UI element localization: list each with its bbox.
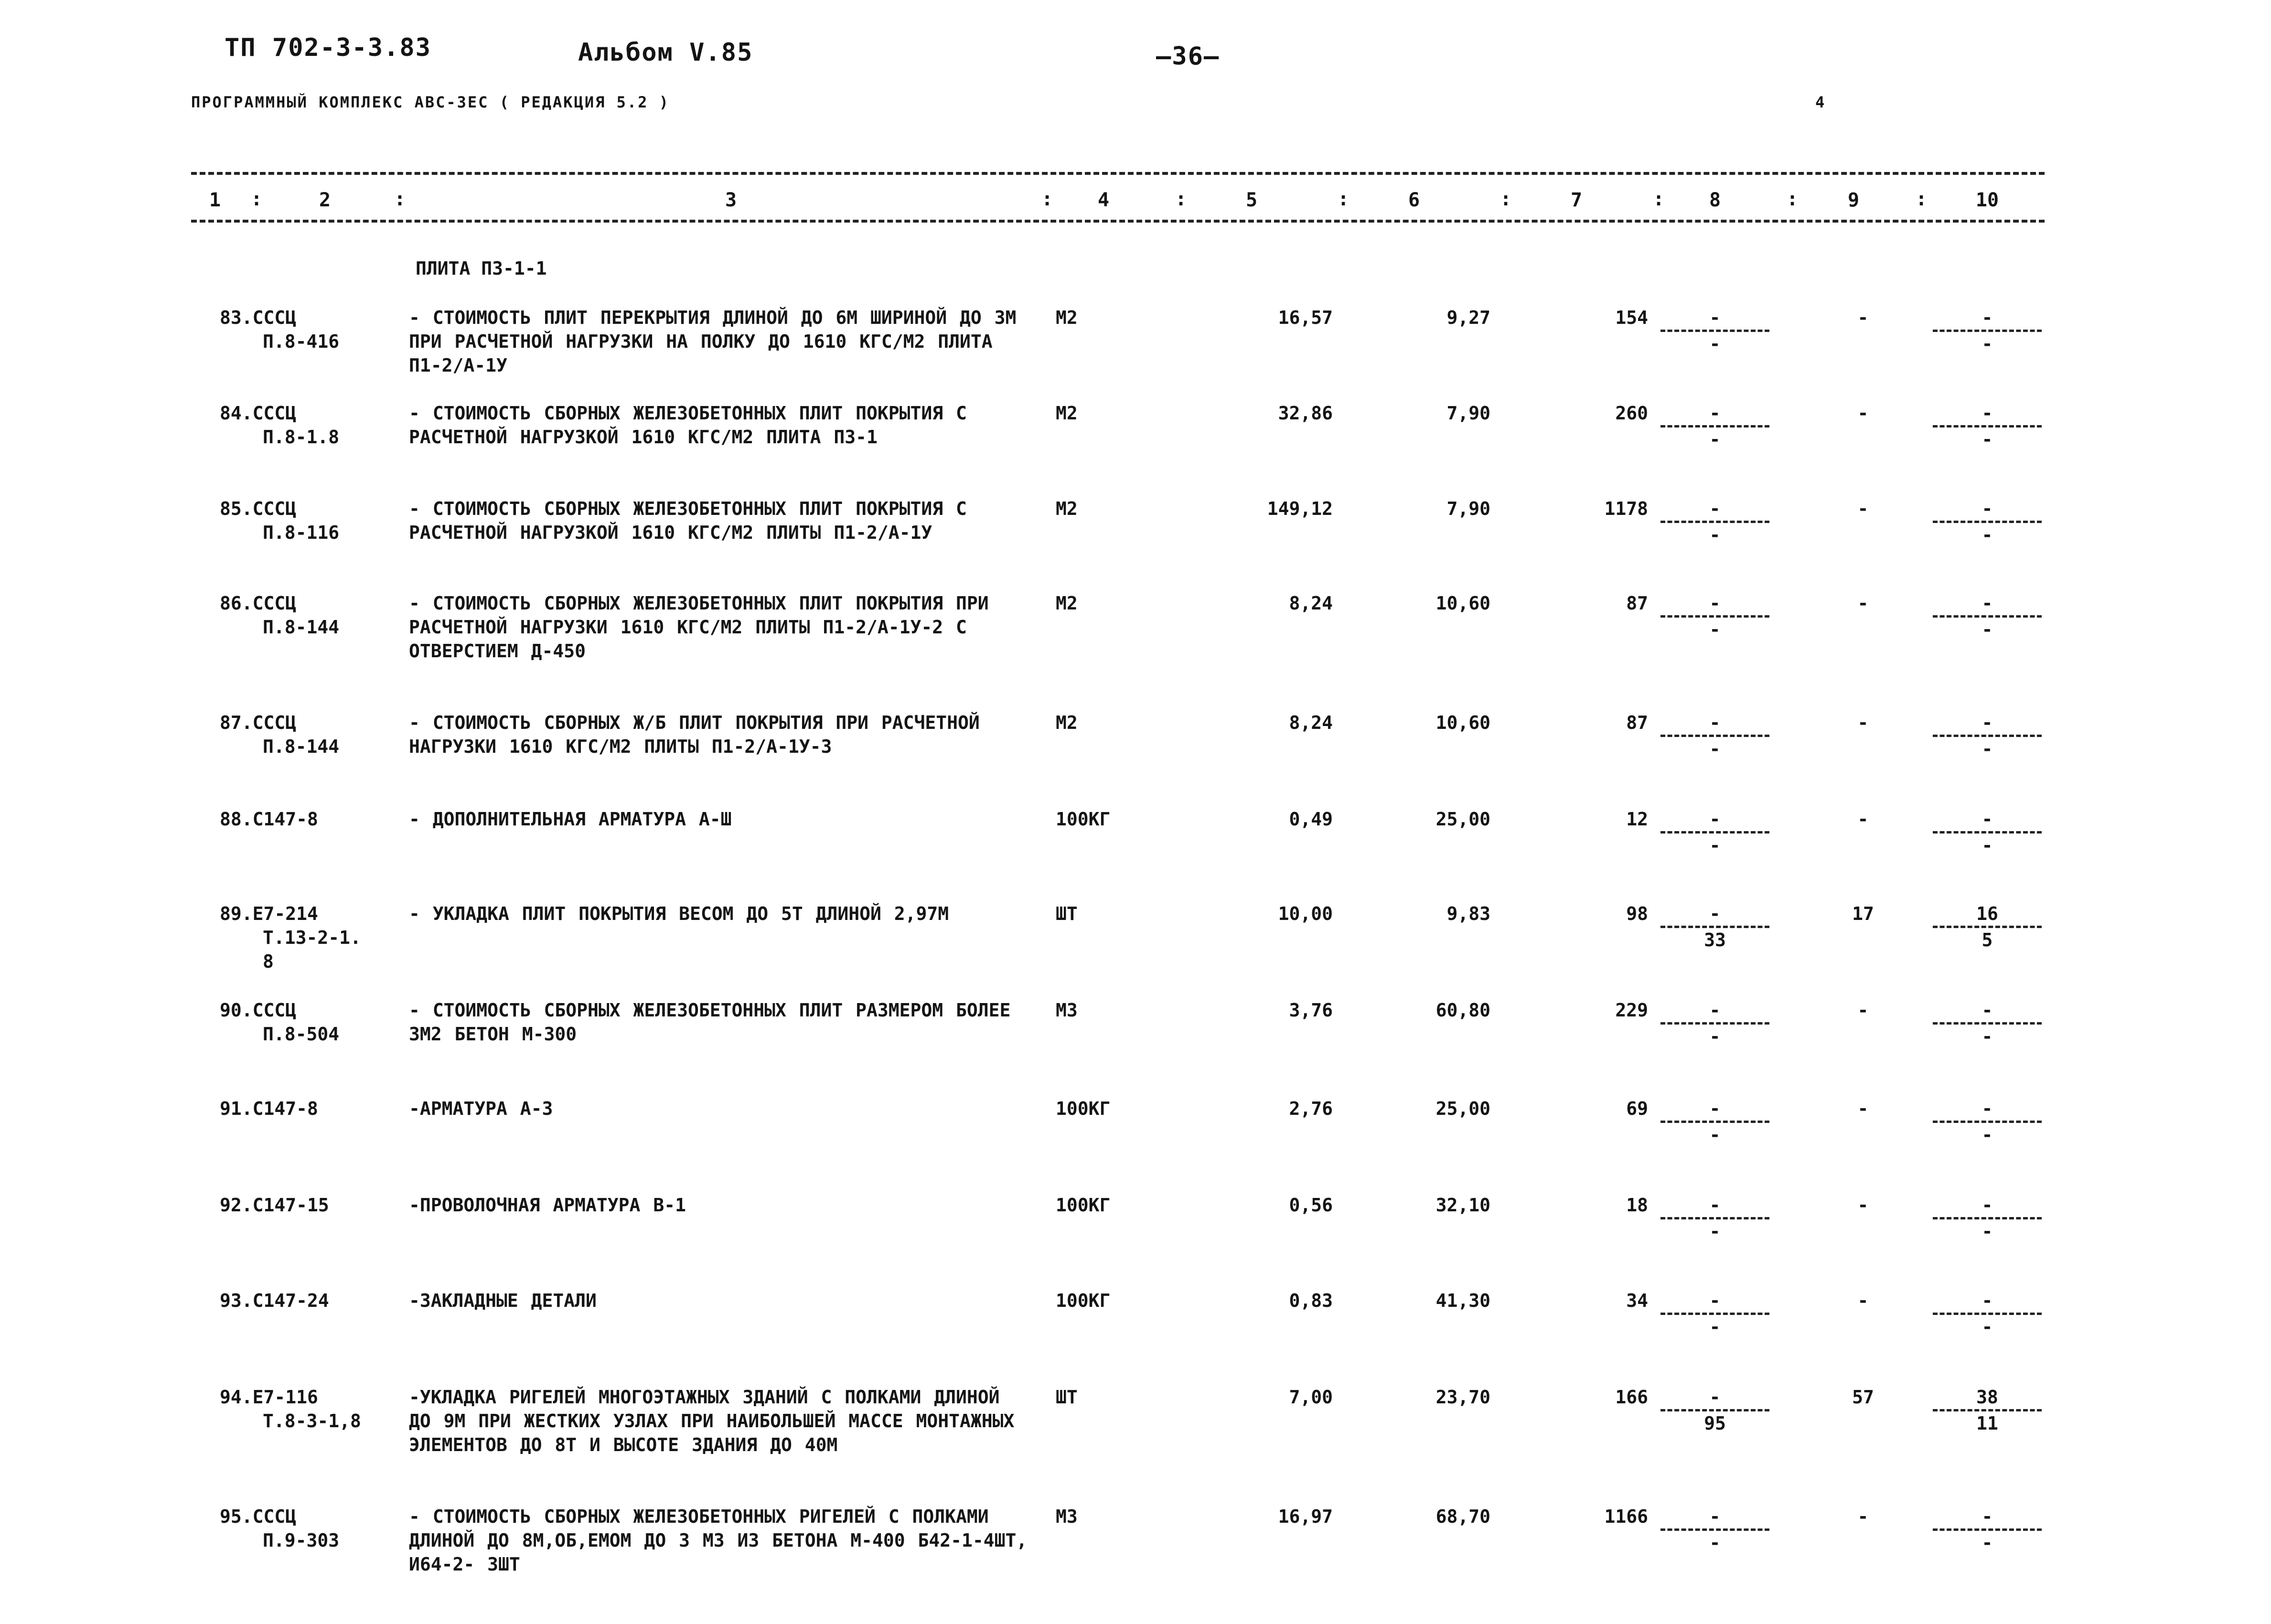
column-10-fraction [1930, 497, 2045, 547]
column-8-fraction [1658, 401, 1772, 451]
section-title: ПЛИТА П3-1-1 [416, 258, 547, 279]
column-8-fraction [1658, 306, 1772, 356]
unit-price-value: 9,83 [1446, 903, 1490, 924]
column-10-top: - [1982, 498, 1993, 519]
position-code [220, 497, 339, 545]
column-8-bottom: - [1709, 835, 1721, 856]
column-8-bottom: - [1709, 619, 1721, 640]
column-10-top: - [1982, 1506, 1993, 1527]
unit-of-measure: 100КГ [1056, 1098, 1111, 1119]
column-10-top: - [1982, 1098, 1993, 1119]
column-10-bottom: - [1982, 835, 1993, 856]
column-8-bottom: - [1709, 429, 1721, 450]
column-8-top: - [1709, 307, 1721, 328]
position-code [220, 591, 339, 639]
unit-of-measure: М2 [1056, 307, 1078, 328]
column-8-top: - [1709, 712, 1721, 733]
column-separator: : [1653, 188, 1665, 210]
price-reference: Т.8-3-1,8 [263, 1410, 361, 1432]
column-10-bottom: - [1982, 429, 1993, 450]
document-code: ТП 702-3-3.83 [225, 33, 431, 62]
position-code [220, 902, 361, 973]
column-9-value: - [1857, 593, 1869, 614]
quantity-value: 8,24 [1289, 712, 1333, 733]
column-9-value: - [1857, 1000, 1869, 1021]
quantity-value: 149,12 [1267, 498, 1333, 519]
column-8-top: - [1709, 1000, 1721, 1021]
column-8-top: - [1709, 1387, 1721, 1408]
column-10-bottom: - [1982, 333, 1993, 354]
album-label: Альбом V.85 [578, 38, 753, 67]
quantity-value: 16,97 [1278, 1506, 1333, 1527]
column-8-bottom: 33 [1704, 930, 1726, 951]
total-cost-value: 166 [1615, 1387, 1648, 1408]
unit-of-measure: ШТ [1056, 903, 1078, 924]
work-description: - СТОИМОСТЬ ПЛИТ ПЕРЕКРЫТИЯ ДЛИНОЙ ДО 6М ШИРИНОЙ ДО 3М ПРИ РАСЧЕТНОЙ НАГРУЗКИ НА ПОЛКУ ДО 1610 КГС/М2 ПЛИТА П1-2/А-1У [409, 307, 1017, 376]
column-10-fraction [1930, 1385, 2045, 1435]
column-10-fraction [1930, 998, 2045, 1048]
total-cost-value: 87 [1626, 712, 1648, 733]
column-9-value: - [1857, 1290, 1869, 1311]
position-code [220, 711, 339, 759]
column-8-bottom: - [1709, 333, 1721, 354]
column-3-header: 3 [725, 189, 737, 211]
column-10-fraction [1930, 711, 2045, 761]
column-8-top: - [1709, 593, 1721, 614]
unit-price-value: 60,80 [1435, 1000, 1490, 1021]
column-8-top: - [1709, 903, 1721, 924]
column-10-top: - [1982, 712, 1993, 733]
position-number: 85.СССЦ [220, 498, 297, 519]
unit-of-measure: М2 [1056, 593, 1078, 614]
column-10-fraction [1930, 1097, 2045, 1147]
work-description: - СТОИМОСТЬ СБОРНЫХ ЖЕЛЕЗОБЕТОННЫХ РИГЕЛЕЙ С ПОЛКАМИ ДЛИНОЙ ДО 8М,ОБ,ЕМОМ ДО 3 М3 ИЗ БЕТОНА М-400 Б42-1-4ШТ, И64-2- 3ШТ [409, 1506, 1028, 1575]
unit-of-measure: М3 [1056, 1000, 1078, 1021]
column-2-header: 2 [319, 189, 331, 211]
quantity-value: 8,24 [1289, 593, 1333, 614]
column-8-fraction [1658, 1385, 1772, 1435]
quantity-value: 0,83 [1289, 1290, 1333, 1311]
price-reference: П.8-504 [263, 1024, 340, 1045]
position-code [220, 306, 339, 353]
column-5-header: 5 [1245, 189, 1258, 211]
column-10-bottom: - [1982, 1221, 1993, 1242]
price-reference: П.9-303 [263, 1530, 340, 1551]
position-code [220, 998, 339, 1046]
total-cost-value: 1166 [1604, 1506, 1648, 1527]
unit-of-measure: М2 [1056, 403, 1078, 424]
column-9-value: 57 [1852, 1387, 1874, 1408]
column-10-top: - [1982, 1195, 1993, 1216]
price-reference: П.8-116 [263, 522, 340, 543]
quantity-value: 0,56 [1289, 1195, 1333, 1216]
work-description: - СТОИМОСТЬ СБОРНЫХ ЖЕЛЕЗОБЕТОННЫХ ПЛИТ ПОКРЫТИЯ ПРИ РАСЧЕТНОЙ НАГРУЗКИ 1610 КГС/М2 ПЛИТЫ П1-2/А-1У-2 С ОТВЕРСТИЕМ Д-450 [409, 593, 989, 662]
column-8-bottom: 95 [1704, 1413, 1726, 1434]
work-description: -УКЛАДКА РИГЕЛЕЙ МНОГОЭТАЖНЫХ ЗДАНИЙ С ПОЛКАМИ ДЛИНОЙ ДО 9М ПРИ ЖЕСТКИХ УЗЛАХ ПРИ НАИБОЛЬШЕЙ МАССЕ МОНТАЖНЫХ ЭЛЕМЕНТОВ ДО 8Т И ВЫСОТЕ ЗДАНИЯ ДО 40М [409, 1387, 1015, 1455]
column-8-bottom: - [1709, 738, 1721, 759]
column-8-bottom: - [1709, 1026, 1721, 1047]
price-reference: П.8-144 [263, 736, 340, 757]
quantity-value: 0,49 [1289, 809, 1333, 830]
column-10-bottom: - [1982, 738, 1993, 759]
column-8-fraction [1658, 711, 1772, 761]
column-8-fraction [1658, 998, 1772, 1048]
page-number: —36— [1156, 42, 1220, 71]
total-cost-value: 69 [1626, 1098, 1648, 1119]
unit-price-value: 10,60 [1435, 712, 1490, 733]
column-separator: : [1338, 188, 1350, 210]
total-cost-value: 98 [1626, 903, 1648, 924]
column-8-fraction [1658, 807, 1772, 857]
column-10-top: 16 [1976, 903, 1998, 924]
work-description: - СТОИМОСТЬ СБОРНЫХ Ж/Б ПЛИТ ПОКРЫТИЯ ПРИ РАСЧЕТНОЙ НАГРУЗКИ 1610 КГС/М2 ПЛИТЫ П1-2/А-1У-3 [409, 712, 980, 757]
unit-price-value: 7,90 [1446, 498, 1490, 519]
position-number: 88.С147-8 [220, 809, 318, 830]
position-number: 90.СССЦ [220, 1000, 297, 1021]
column-10-bottom: - [1982, 524, 1993, 545]
unit-price-value: 7,90 [1446, 403, 1490, 424]
work-description: - УКЛАДКА ПЛИТ ПОКРЫТИЯ ВЕСОМ ДО 5Т ДЛИНОЙ 2,97М [409, 903, 949, 924]
unit-price-value: 23,70 [1435, 1387, 1490, 1408]
position-code [220, 1385, 361, 1433]
position-number: 91.С147-8 [220, 1098, 318, 1119]
quantity-value: 10,00 [1278, 903, 1333, 924]
column-8-bottom: - [1709, 524, 1721, 545]
price-reference-cont: 8 [263, 951, 274, 972]
unit-of-measure: 100КГ [1056, 1290, 1111, 1311]
work-description: - СТОИМОСТЬ СБОРНЫХ ЖЕЛЕЗОБЕТОННЫХ ПЛИТ РАЗМЕРОМ БОЛЕЕ 3М2 БЕТОН М-300 [409, 1000, 1011, 1045]
column-10-header: 10 [1975, 189, 1999, 211]
column-separator: : [1787, 188, 1799, 210]
program-line: ПРОГРАММНЫЙ КОМПЛЕКС АВС-3ЕС ( РЕДАКЦИЯ 5.2 ) [191, 93, 670, 111]
column-10-bottom: - [1982, 1532, 1993, 1553]
position-code [220, 1193, 329, 1217]
column-separator: : [251, 188, 263, 210]
column-1-header: 1 [209, 189, 221, 211]
unit-price-value: 25,00 [1435, 1098, 1490, 1119]
position-number: 83.СССЦ [220, 307, 297, 328]
unit-of-measure: 100КГ [1056, 1195, 1111, 1216]
position-code [220, 1505, 339, 1552]
price-reference: П.8-144 [263, 617, 340, 638]
column-8-fraction [1658, 1097, 1772, 1147]
column-8-bottom: - [1709, 1124, 1721, 1145]
unit-price-value: 41,30 [1435, 1290, 1490, 1311]
column-8-bottom: - [1709, 1532, 1721, 1553]
quantity-value: 3,76 [1289, 1000, 1333, 1021]
corner-number: 4 [1815, 93, 1826, 111]
position-code [220, 807, 318, 831]
price-reference: Т.13-2-1. [263, 927, 361, 948]
column-9-value: - [1857, 307, 1869, 328]
unit-of-measure: 100КГ [1056, 809, 1111, 830]
column-8-top: - [1709, 1290, 1721, 1311]
column-10-fraction [1930, 807, 2045, 857]
unit-price-value: 68,70 [1435, 1506, 1490, 1527]
column-separator: : [1041, 188, 1053, 210]
column-10-top: 38 [1976, 1387, 1998, 1408]
column-9-value: 17 [1852, 903, 1874, 924]
column-8-top: - [1709, 1195, 1721, 1216]
total-cost-value: 87 [1626, 593, 1648, 614]
column-10-top: - [1982, 1290, 1993, 1311]
work-description: -АРМАТУРА А-3 [409, 1098, 553, 1119]
column-8-fraction [1658, 1193, 1772, 1243]
column-10-fraction [1930, 902, 2045, 952]
unit-of-measure: ШТ [1056, 1387, 1078, 1408]
column-10-bottom: - [1982, 1026, 1993, 1047]
column-8-top: - [1709, 1098, 1721, 1119]
column-9-value: - [1857, 1506, 1869, 1527]
column-10-fraction [1930, 1193, 2045, 1243]
column-10-fraction [1930, 1289, 2045, 1339]
column-8-bottom: - [1709, 1221, 1721, 1242]
position-number: 84.СССЦ [220, 403, 297, 424]
column-10-fraction [1930, 1505, 2045, 1555]
column-6-header: 6 [1408, 189, 1420, 211]
column-8-top: - [1709, 498, 1721, 519]
column-10-bottom: 11 [1976, 1413, 1998, 1434]
column-9-value: - [1857, 1098, 1869, 1119]
column-separator: : [1916, 188, 1928, 210]
unit-of-measure: М2 [1056, 712, 1078, 733]
column-separator: : [1500, 188, 1512, 210]
total-cost-value: 260 [1615, 403, 1648, 424]
column-8-header: 8 [1709, 189, 1721, 211]
column-7-header: 7 [1570, 189, 1583, 211]
table-header-rule [191, 220, 2045, 223]
column-separator: : [1175, 188, 1187, 210]
work-description: - СТОИМОСТЬ СБОРНЫХ ЖЕЛЕЗОБЕТОННЫХ ПЛИТ ПОКРЫТИЯ С РАСЧЕТНОЙ НАГРУЗКОЙ 1610 КГС/М2 ПЛИТА П3-1 [409, 403, 967, 448]
position-number: 89.Е7-214 [220, 903, 318, 924]
price-reference: П.8-416 [263, 331, 340, 352]
column-9-header: 9 [1847, 189, 1860, 211]
column-8-fraction [1658, 497, 1772, 547]
work-description: - ДОПОЛНИТЕЛЬНАЯ АРМАТУРА А-Ш [409, 809, 732, 830]
column-10-bottom: - [1982, 1124, 1993, 1145]
quantity-value: 16,57 [1278, 307, 1333, 328]
total-cost-value: 154 [1615, 307, 1648, 328]
column-9-value: - [1857, 809, 1869, 830]
column-8-top: - [1709, 403, 1721, 424]
unit-of-measure: М2 [1056, 498, 1078, 519]
total-cost-value: 18 [1626, 1195, 1648, 1216]
column-9-value: - [1857, 403, 1869, 424]
position-number: 94.Е7-116 [220, 1387, 318, 1408]
column-10-bottom: - [1982, 619, 1993, 640]
column-10-fraction [1930, 591, 2045, 641]
position-number: 95.СССЦ [220, 1506, 297, 1527]
column-4-header: 4 [1097, 189, 1110, 211]
column-10-top: - [1982, 403, 1993, 424]
column-8-fraction [1658, 902, 1772, 952]
column-10-top: - [1982, 307, 1993, 328]
position-code [220, 1289, 329, 1313]
column-8-fraction [1658, 1289, 1772, 1339]
position-number: 93.С147-24 [220, 1290, 329, 1311]
position-number: 86.СССЦ [220, 593, 297, 614]
unit-price-value: 32,10 [1435, 1195, 1490, 1216]
table-top-rule [191, 172, 2045, 175]
quantity-value: 32,86 [1278, 403, 1333, 424]
unit-of-measure: М3 [1056, 1506, 1078, 1527]
column-9-value: - [1857, 1195, 1869, 1216]
column-8-bottom: - [1709, 1316, 1721, 1337]
column-8-fraction [1658, 591, 1772, 641]
work-description: -ПРОВОЛОЧНАЯ АРМАТУРА В-1 [409, 1195, 686, 1216]
total-cost-value: 12 [1626, 809, 1648, 830]
position-number: 87.СССЦ [220, 712, 297, 733]
price-reference: П.8-1.8 [263, 427, 340, 448]
total-cost-value: 34 [1626, 1290, 1648, 1311]
column-8-top: - [1709, 1506, 1721, 1527]
column-10-fraction [1930, 306, 2045, 356]
total-cost-value: 1178 [1604, 498, 1648, 519]
column-8-top: - [1709, 809, 1721, 830]
work-description: -ЗАКЛАДНЫЕ ДЕТАЛИ [409, 1290, 597, 1311]
work-description: - СТОИМОСТЬ СБОРНЫХ ЖЕЛЕЗОБЕТОННЫХ ПЛИТ ПОКРЫТИЯ С РАСЧЕТНОЙ НАГРУЗКОЙ 1610 КГС/М2 ПЛИТЫ П1-2/А-1У [409, 498, 967, 543]
column-9-value: - [1857, 498, 1869, 519]
column-10-fraction [1930, 401, 2045, 451]
unit-price-value: 10,60 [1435, 593, 1490, 614]
column-8-fraction [1658, 1505, 1772, 1555]
column-9-value: - [1857, 712, 1869, 733]
column-10-bottom: 5 [1982, 930, 1993, 951]
column-10-top: - [1982, 593, 1993, 614]
position-code [220, 401, 339, 449]
quantity-value: 2,76 [1289, 1098, 1333, 1119]
position-code [220, 1097, 318, 1121]
column-10-bottom: - [1982, 1316, 1993, 1337]
unit-price-value: 25,00 [1435, 809, 1490, 830]
quantity-value: 7,00 [1289, 1387, 1333, 1408]
total-cost-value: 229 [1615, 1000, 1648, 1021]
column-10-top: - [1982, 809, 1993, 830]
unit-price-value: 9,27 [1446, 307, 1490, 328]
position-number: 92.С147-15 [220, 1195, 329, 1216]
column-separator: : [394, 188, 406, 210]
column-10-top: - [1982, 1000, 1993, 1021]
